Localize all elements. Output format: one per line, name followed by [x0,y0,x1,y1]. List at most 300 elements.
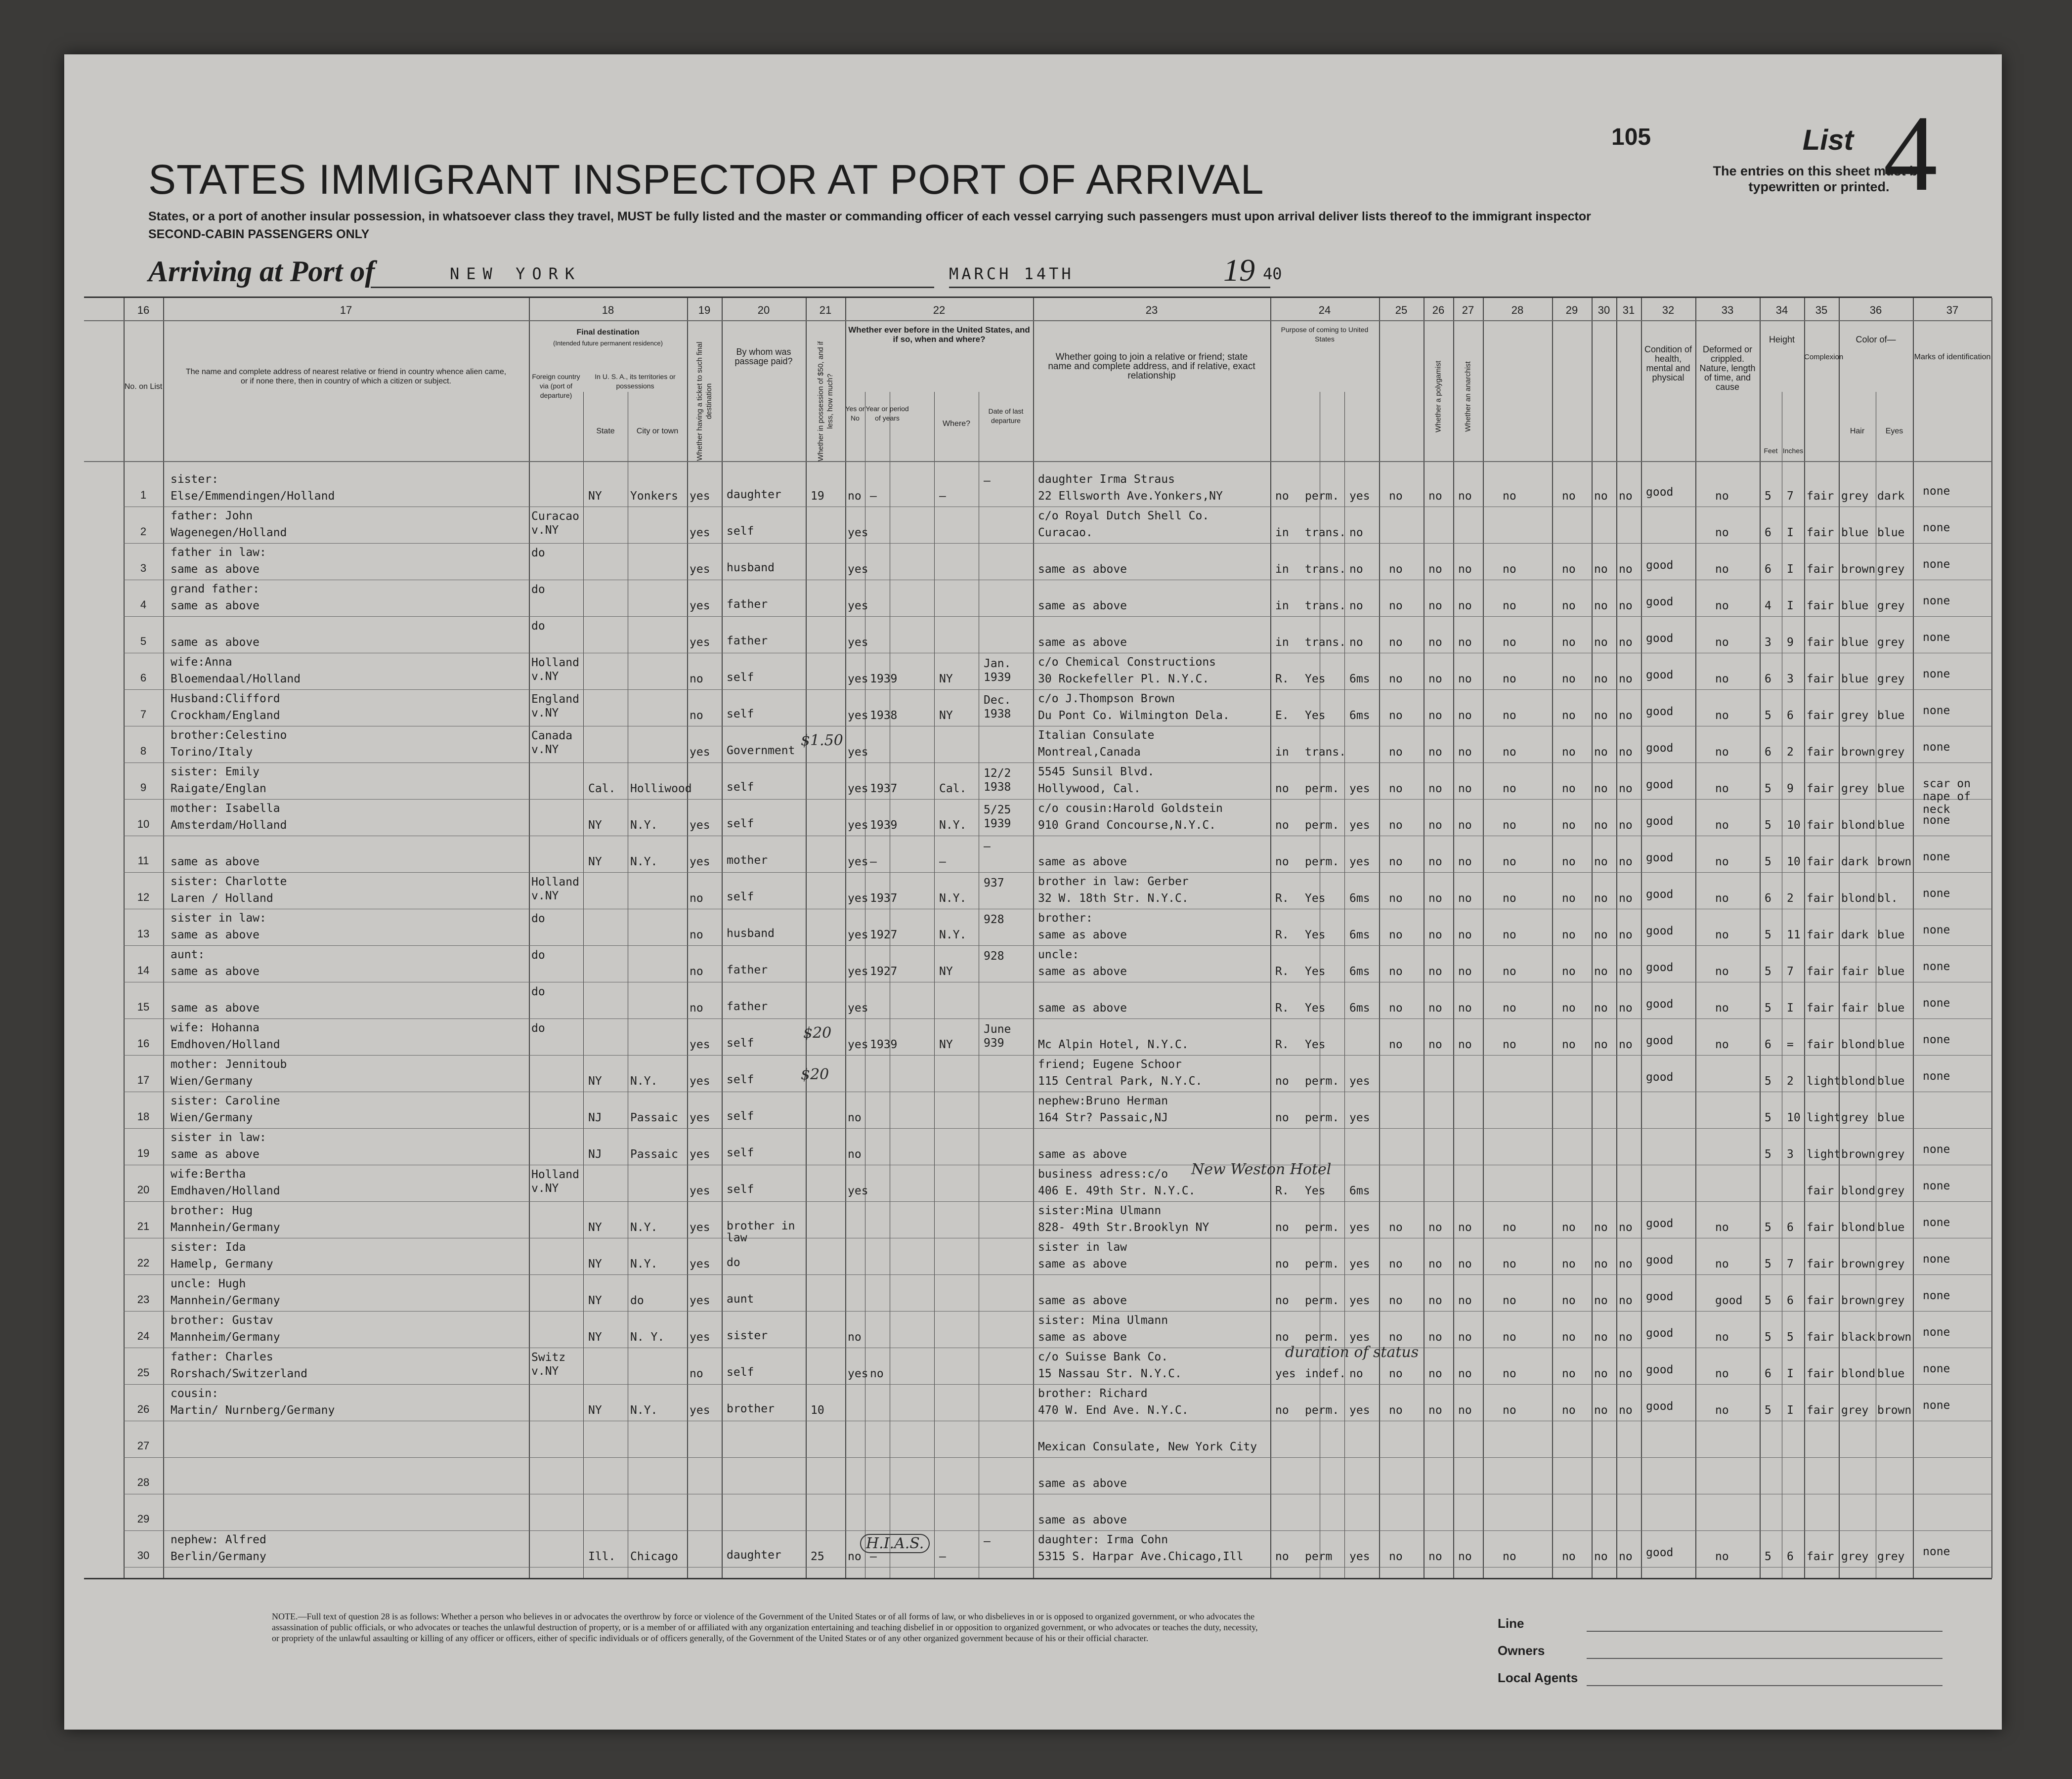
cell-eyes: grey [1877,599,1905,612]
cell-eyes: grey [1877,673,1905,685]
cell-purpose: R. [1275,929,1289,941]
cell-ticket: yes [690,855,710,868]
cell-in: = [1787,1038,1794,1051]
cell-rel2: Mannhein/Germany [171,1294,280,1307]
cell-marks: none [1923,1180,1950,1192]
cell-in: 5 [1787,1331,1794,1344]
column-divider [1616,298,1617,1578]
cell-question: no [1619,819,1633,832]
cell-question: no [1428,819,1442,832]
cell-paid: father [727,1000,768,1013]
cell-rel2: Wien/Germany [171,1111,253,1124]
cell-where: NY [939,709,953,722]
column-subheader: Where? [942,420,971,428]
cell-in: 2 [1787,1075,1794,1088]
cell-question: no [1619,673,1633,685]
column-subheader: Foreign country via (port of departure) [532,373,580,399]
cell-rel2: same as above [171,636,260,649]
cell-ft: 5 [1765,965,1771,978]
cell-deformed: no [1715,563,1729,576]
cell-health: good [1646,1363,1674,1376]
cell-money: 25 [811,1550,824,1563]
cell-question: no [1389,892,1403,905]
cell-eyes: blue [1877,782,1905,795]
column-divider [1592,298,1593,1578]
cell-city: Passaic [630,1111,678,1124]
cell-purpose: no [1275,1258,1289,1271]
cell-question: no [1458,1331,1472,1344]
cell-question: no [1428,599,1442,612]
cell-before: yes [848,1002,868,1015]
cell-join1: sister: Mina Ulmann [1038,1314,1168,1327]
cell-perm: Yes [1305,1185,1326,1197]
cell-in: 10 [1787,855,1801,868]
cell-deformed: no [1715,599,1729,612]
row-rule [124,872,1992,873]
cell-perm: Yes [1305,965,1326,978]
row-number: 5 [140,635,147,647]
cell-rel2: Berlin/Germany [171,1550,266,1563]
row-number: 28 [137,1476,150,1488]
cell-health: good [1646,851,1674,864]
row-rule [124,616,1992,617]
handwritten-note: New Weston Hotel [1191,1161,1332,1178]
column-divider [1641,298,1642,1578]
cell-question: no [1458,819,1472,832]
cell-state: NY [588,1331,602,1344]
cell-purpose: in [1275,563,1289,576]
cell-depart: 12/2 1938 [984,767,1011,794]
cell-yes24: yes [1349,1404,1370,1417]
subtitle-line1: States, or a port of another insular possession, in whatsoever class they travel, MUST be fully listed and the master or commanding officer of each vessel carrying such passengers must upon arrival deliver lists thereof to the immigrant inspector [148,210,1591,223]
cell-purpose: no [1275,1221,1289,1234]
list-number: 4 [1883,93,1938,213]
cell-rel2: same as above [171,1002,260,1015]
cell-before: yes [848,929,868,941]
cell-period: no [870,1367,884,1380]
column-number: 22 [933,304,946,316]
cell-marks: none [1923,1289,1950,1302]
cell-foreign: do [531,1022,545,1035]
cell-period: — [870,855,877,868]
typewriter-note: The entries on this sheet must be typewritten or printed. [1713,164,1925,194]
cell-question: no [1562,892,1576,905]
cell-ft: 5 [1765,490,1771,503]
cell-health: good [1646,998,1674,1011]
cell-hair: blue [1841,526,1869,539]
cell-ticket: no [690,1367,703,1380]
cell-before: yes [848,1038,868,1051]
cell-state: NY [588,819,602,832]
header-bottom [84,461,1992,462]
cell-marks: none [1923,1326,1950,1339]
cell-ft: 6 [1765,673,1771,685]
cell-question: no [1428,782,1442,795]
cell-deformed: no [1715,1404,1729,1417]
cell-foreign: Holland v.NY [531,876,579,902]
cell-question: no [1458,892,1472,905]
cell-city: Chicago [630,1550,678,1563]
cell-deformed: no [1715,1367,1729,1380]
cell-question: no [1389,636,1403,649]
cell-deformed: no [1715,782,1729,795]
row-number: 6 [140,672,147,684]
column-header-vertical: Whether having a ticket to such final destination [695,341,713,461]
cell-question: no [1562,1294,1576,1307]
cell-question: no [1594,782,1608,795]
cell-period: 1938 [870,709,898,722]
cell-join1: business adress:c/o [1038,1168,1168,1181]
cell-rel2: Torino/Italy [171,746,253,759]
cell-marks: none [1923,814,1950,827]
cell-purpose: no [1275,490,1289,503]
cell-rel1: aunt: [171,948,205,961]
cell-comp: fair [1807,1221,1834,1234]
cell-deformed: no [1715,526,1729,539]
cell-question: no [1458,1367,1472,1380]
cell-period: 1939 [870,673,898,685]
cell-where: Cal. [939,782,967,795]
cell-in: I [1787,599,1794,612]
cell-comp: fair [1807,1038,1834,1051]
cell-marks: none [1923,521,1950,534]
cell-ft: 5 [1765,1111,1771,1124]
cell-marks: none [1923,887,1950,900]
column-number: 19 [698,304,711,316]
cell-eyes: blue [1877,929,1905,941]
cell-ft: 5 [1765,855,1771,868]
cell-join2: 406 E. 49th Str. N.Y.C. [1038,1185,1196,1197]
cell-depart: — [984,840,991,853]
cell-rel1: wife: Hohanna [171,1021,260,1034]
cell-foreign: Switz v.NY [531,1351,566,1378]
column-subheader: Date of last departure [988,407,1024,424]
agents-label: Local Agents [1498,1670,1578,1685]
cell-join2: same as above [1038,1294,1127,1307]
cell-period: 1939 [870,1038,898,1051]
cell-hair: blond [1841,892,1876,905]
cell-question: no [1458,1002,1472,1015]
cell-in: 9 [1787,782,1794,795]
cell-purpose: no [1275,1075,1289,1088]
cell-ft: 5 [1765,1148,1771,1161]
column-number: 28 [1511,304,1524,316]
cell-city: N.Y. [630,819,658,832]
cell-question: no [1619,1331,1633,1344]
cell-perm: perm. [1305,855,1339,868]
cell-question: no [1619,1294,1633,1307]
cell-question: no [1503,746,1516,759]
cell-join2: 32 W. 18th Str. N.Y.C. [1038,892,1189,905]
cell-yes24: 6ms [1349,1002,1370,1015]
column-number: 26 [1432,304,1445,316]
cell-city: Passaic [630,1148,678,1161]
cell-city: N.Y. [630,1258,658,1271]
cell-question: no [1594,490,1608,503]
cell-before: yes [848,1367,868,1380]
column-divider [1453,298,1454,1578]
cell-join2: 470 W. End Ave. N.Y.C. [1038,1404,1189,1417]
cell-purpose: no [1275,1404,1289,1417]
cell-deformed: no [1715,746,1729,759]
row-number: 17 [137,1074,150,1086]
cell-question: no [1503,819,1516,832]
cell-foreign: Holland v.NY [531,656,579,683]
cell-paid: husband [727,561,775,574]
row-number: 16 [137,1037,150,1050]
cell-paid: do [727,1256,740,1269]
cell-in: 6 [1787,1294,1794,1307]
list-label: List [1802,124,1854,156]
row-number: 3 [140,562,147,574]
cell-hair: blond [1841,1221,1876,1234]
cell-before: no [848,490,862,503]
row-number: 20 [137,1184,150,1196]
cell-before: yes [848,709,868,722]
cell-comp: fair [1807,526,1834,539]
row-number: 27 [137,1440,150,1452]
cell-paid: father [727,635,768,647]
cell-question: no [1503,490,1516,503]
row-rule [124,1384,1992,1385]
cell-join2: 115 Central Park, N.Y.C. [1038,1075,1203,1088]
cell-rel2: same as above [171,929,260,941]
cell-ft: 5 [1765,1294,1771,1307]
column-divider [1483,298,1484,1578]
cell-perm: perm. [1305,490,1339,503]
cell-state: NY [588,855,602,868]
cell-rel2: same as above [171,563,260,576]
cell-yes24: 6ms [1349,709,1370,722]
cell-hair: brown [1841,1294,1876,1307]
cell-comp: fair [1807,599,1834,612]
cell-depart: 928 [984,950,1004,963]
column-number: 30 [1597,304,1610,316]
cell-join1: c/o Royal Dutch Shell Co. [1038,509,1209,522]
cell-marks: none [1923,631,1950,644]
column-header: Whether going to join a relative or friend; state name and complete address, and if relative, exact relationship [1048,352,1255,381]
cell-question: no [1619,490,1633,503]
row-rule [124,945,1992,946]
cell-health: good [1646,961,1674,974]
cell-question: no [1458,746,1472,759]
cell-hair: grey [1841,709,1869,722]
cell-question: no [1428,1550,1442,1563]
cell-comp: fair [1807,892,1834,905]
cell-question: no [1562,599,1576,612]
cell-join1: c/o Chemical Constructions [1038,656,1216,669]
cell-hair: brown [1841,746,1876,759]
cell-in: 11 [1787,929,1801,941]
cell-perm: perm. [1305,819,1339,832]
cell-comp: fair [1807,929,1834,941]
cell-ticket: yes [690,1331,710,1344]
column-number: 21 [819,304,832,316]
cell-perm: perm. [1305,1294,1339,1307]
column-header: Condition of health, mental and physical [1644,344,1692,382]
cell-purpose: no [1275,1111,1289,1124]
cell-question: no [1619,929,1633,941]
cell-question: no [1503,1550,1516,1563]
cell-question: no [1503,563,1516,576]
cell-in: 9 [1787,636,1794,649]
cell-question: no [1428,1331,1442,1344]
cell-question: no [1562,819,1576,832]
cell-hair: fair [1841,1002,1869,1015]
cell-comp: fair [1807,1404,1834,1417]
cell-comp: fair [1807,709,1834,722]
cell-paid: husband [727,927,775,940]
cell-where: N.Y. [939,819,967,832]
cell-city: N.Y. [630,1404,658,1417]
cell-join1: nephew:Bruno Herman [1038,1095,1168,1107]
cell-question: no [1458,636,1472,649]
cell-period: 1937 [870,892,898,905]
cell-rel2: same as above [171,855,260,868]
cell-question: no [1594,563,1608,576]
row-number: 18 [137,1110,150,1123]
cell-question: no [1458,490,1472,503]
cell-question: no [1503,1331,1516,1344]
cell-rel1: sister: Ida [171,1241,246,1254]
column-number: 23 [1145,304,1158,316]
cell-eyes: grey [1877,1185,1905,1197]
row-number: 9 [140,781,147,794]
cell-question: no [1428,1367,1442,1380]
cell-perm: perm. [1305,1111,1339,1124]
cell-ticket: no [690,892,703,905]
cell-join2: 5315 S. Harpar Ave.Chicago,Ill [1038,1550,1244,1563]
cell-foreign: England v.NY [531,693,579,720]
cell-perm: trans. [1305,599,1346,612]
cell-health: good [1646,1034,1674,1047]
cell-ticket: yes [690,563,710,576]
cell-marks: none [1923,850,1950,863]
cell-deformed: no [1715,709,1729,722]
cell-comp: fair [1807,636,1834,649]
cell-eyes: dark [1877,490,1905,503]
cell-eyes: blue [1877,1221,1905,1234]
handwritten-stamp: H.I.A.S. [860,1534,930,1553]
row-number: 10 [137,818,150,830]
cell-city: N. Y. [630,1331,665,1344]
cell-question: no [1428,855,1442,868]
column-header: Deformed or crippled. Nature, length of time, and cause [1699,344,1756,392]
cell-ft: 5 [1765,1075,1771,1088]
cell-paid: self [727,1110,754,1123]
cell-question: no [1428,1038,1442,1051]
cell-question: no [1562,563,1576,576]
cell-marks: none [1923,1033,1950,1046]
cell-in: 3 [1787,1148,1794,1161]
column-number: 34 [1775,304,1788,316]
cell-question: no [1389,1367,1403,1380]
column-divider [529,298,530,1578]
cell-perm: trans. [1305,636,1346,649]
cell-question: no [1503,636,1516,649]
column-divider [1804,298,1805,1578]
row-number: 24 [137,1330,150,1342]
port-value: NEW YORK [450,264,582,283]
cell-question: no [1458,855,1472,868]
cell-question: no [1594,929,1608,941]
cell-question: no [1503,1258,1516,1271]
cell-ft: 5 [1765,819,1771,832]
cell-question: no [1503,1221,1516,1234]
cell-before: yes [848,526,868,539]
cell-ft: 6 [1765,563,1771,576]
row-rule [124,1457,1992,1458]
column-divider [687,298,688,1578]
cell-question: no [1428,929,1442,941]
cell-question: no [1619,855,1633,868]
cell-state: NJ [588,1148,602,1161]
cell-eyes: blue [1877,709,1905,722]
cell-ticket: no [690,965,703,978]
cell-question: no [1458,563,1472,576]
cell-hair: brown [1841,563,1876,576]
cell-purpose: R. [1275,965,1289,978]
cell-question: no [1594,709,1608,722]
column-divider [1379,298,1380,1578]
cell-depart: 928 [984,913,1004,926]
cell-question: no [1389,1221,1403,1234]
cell-question: no [1562,965,1576,978]
cell-state: NY [588,1294,602,1307]
cell-ticket: yes [690,1294,710,1307]
cell-hair: dark [1841,929,1869,941]
cell-paid: self [727,890,754,903]
column-number: 32 [1662,304,1675,316]
cell-join2: same as above [1038,929,1127,941]
cell-question: no [1562,746,1576,759]
cell-perm: perm. [1305,1258,1339,1271]
cell-period: 1927 [870,929,898,941]
cell-deformed: no [1715,1331,1729,1344]
cell-rel2: Crockham/England [171,709,280,722]
cell-marks: none [1923,1253,1950,1266]
cell-marks: none [1923,997,1950,1010]
row-rule [124,1530,1992,1531]
cell-question: no [1428,636,1442,649]
cell-join2: Curacao. [1038,526,1093,539]
cell-city: do [630,1294,644,1307]
column-header: Whether ever before in the United States, and if so, when and where? [848,325,1030,344]
cell-yes24: yes [1349,1221,1370,1234]
cell-perm: trans. [1305,526,1346,539]
cell-ft: 3 [1765,636,1771,649]
cell-yes24: no [1349,526,1363,539]
cell-join2: same as above [1038,599,1127,612]
cell-rel1: grand father: [171,583,260,595]
cell-before: yes [848,782,868,795]
cell-marks: none [1923,1399,1950,1412]
cell-paid: self [727,525,754,538]
cell-purpose: no [1275,1331,1289,1344]
cell-marks: none [1923,1143,1950,1156]
cell-paid: self [727,1366,754,1379]
cell-question: no [1458,1550,1472,1563]
column-divider [845,298,846,1578]
cell-question: no [1503,1367,1516,1380]
cell-rel1: Husband:Clifford [171,692,280,705]
column-divider [1839,298,1840,1578]
cell-question: no [1428,673,1442,685]
cell-join2: 164 Str? Passaic,NJ [1038,1111,1168,1124]
cell-in: I [1787,1002,1794,1015]
cell-foreign: do [531,583,545,596]
cell-perm: Yes [1305,673,1326,685]
